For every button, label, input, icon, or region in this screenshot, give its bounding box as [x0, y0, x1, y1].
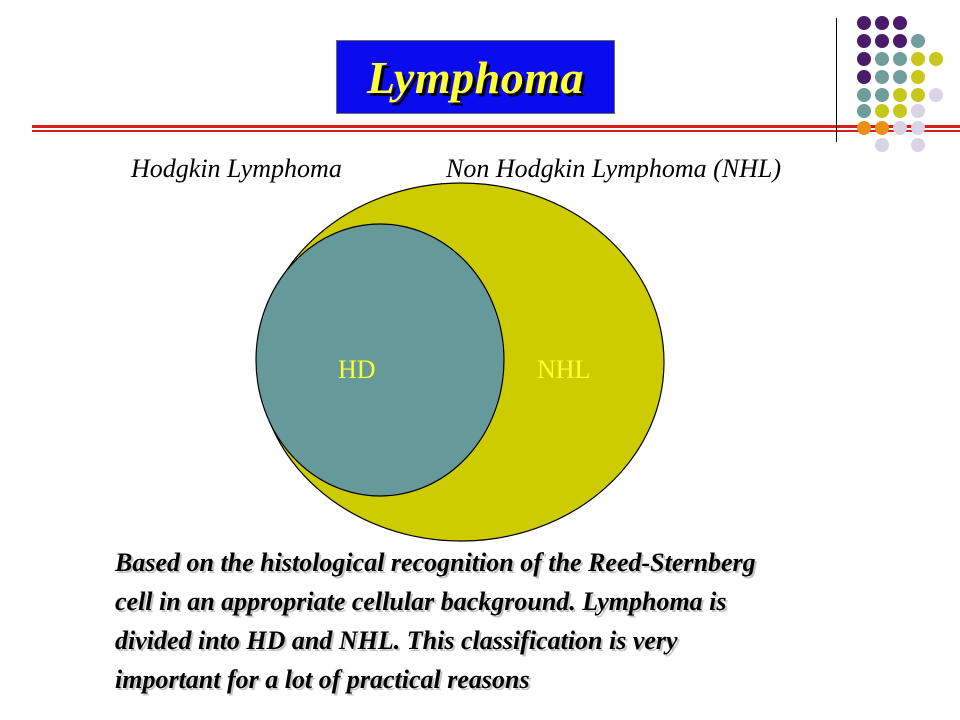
label-hodgkin-lymphoma: Hodgkin Lymphoma — [131, 154, 342, 183]
description-line: divided into HD and NHL. This classification is very — [115, 626, 678, 655]
description-line: Based on the histological recognition of the Reed-Sternberg — [115, 548, 756, 577]
nhl-label: NHL — [537, 355, 591, 384]
description-line: important for a lot of practical reasons — [115, 665, 530, 694]
hd-inner-circle — [256, 224, 504, 496]
description-text — [115, 543, 905, 699]
slide-title: Lymphoma — [367, 51, 584, 103]
hd-label: HD — [338, 355, 376, 384]
label-non-hodgkin-lymphoma: Non Hodgkin Lymphoma (NHL) — [446, 154, 782, 183]
description-line: cell in an appropriate cellular background. Lymphoma is — [115, 587, 727, 616]
